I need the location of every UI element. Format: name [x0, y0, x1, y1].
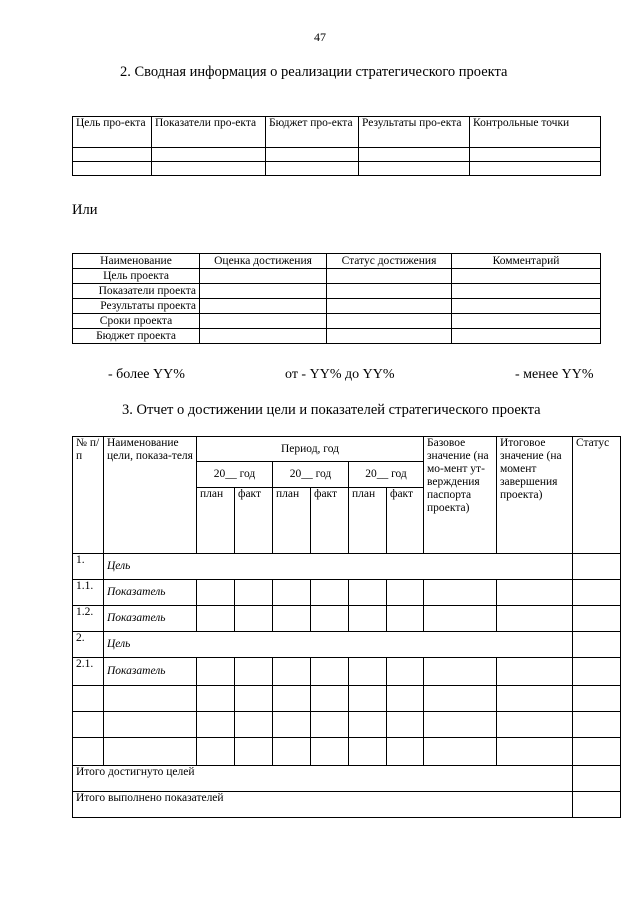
- section-3-title: 3. Отчет о достижении цели и показателей стратегического проекта: [122, 402, 541, 418]
- totals-row: [73, 792, 621, 818]
- header-plan: план: [349, 488, 387, 554]
- table-row: [73, 554, 621, 580]
- table1-header-results: Результаты про-екта: [359, 117, 470, 148]
- table2-header-status: Статус достижения: [327, 254, 452, 269]
- table-row: [73, 580, 621, 606]
- total-goals-label: Итого достигнуто целей: [73, 766, 573, 792]
- table-row: [73, 686, 621, 712]
- header-name: Наименование цели, показа-теля: [104, 437, 197, 554]
- table1-header-budget: Бюджет про-екта: [266, 117, 359, 148]
- table-row: [73, 162, 601, 176]
- row-num: 1.2.: [73, 606, 104, 632]
- header-year: 20__ год: [197, 462, 273, 488]
- table2-header-name: Наименование: [73, 254, 200, 269]
- row-name: Показатель: [107, 612, 166, 624]
- header-base: Базовое значение (на мо-мент ут-верждения паспорта проекта): [424, 437, 497, 554]
- table-row: [73, 148, 601, 162]
- table2-row-label: Цель проекта: [73, 269, 200, 284]
- row-name: Цель: [107, 638, 131, 650]
- header-fact: факт: [387, 488, 424, 554]
- table1-header-indicators: Показатели про-екта: [152, 117, 266, 148]
- page-number: 47: [314, 30, 326, 44]
- row-num: 1.1.: [73, 580, 104, 606]
- row-name: Показатель: [107, 665, 166, 677]
- table2-row-label: Сроки проекта: [73, 314, 200, 329]
- table2-row-label: Бюджет проекта: [73, 329, 200, 344]
- legend-low: - менее YY%: [515, 367, 594, 382]
- table-row: [73, 632, 621, 658]
- table2-row-label: Показатели проекта: [73, 284, 200, 299]
- header-num: № п/п: [73, 437, 104, 554]
- header-fact: факт: [311, 488, 349, 554]
- table-row: [73, 284, 601, 299]
- table-row: [73, 299, 601, 314]
- row-name: Показатель: [107, 586, 166, 598]
- section-2-title: 2. Сводная информация о реализации стратегического проекта: [120, 64, 508, 80]
- table2-row-label: Результаты проекта: [73, 299, 200, 314]
- assessment-table: [72, 253, 601, 344]
- header-plan: план: [197, 488, 235, 554]
- table-row: [73, 314, 601, 329]
- table-row: [73, 658, 621, 686]
- header-status: Статус: [573, 437, 621, 554]
- row-num: 1.: [73, 554, 104, 580]
- header-plan: план: [273, 488, 311, 554]
- table2-header-comment: Комментарий: [452, 254, 601, 269]
- table1-header-goal: Цель про-екта: [73, 117, 152, 148]
- or-label: Или: [72, 202, 98, 218]
- total-indicators-label: Итого выполнено показателей: [73, 792, 573, 818]
- table-row: [73, 712, 621, 738]
- header-final: Итоговое значение (на момент завершения проекта): [497, 437, 573, 554]
- table-row: [73, 738, 621, 766]
- table-row: [73, 329, 601, 344]
- legend-high: - более YY%: [108, 367, 185, 382]
- summary-table: [72, 116, 601, 176]
- header-year: 20__ год: [349, 462, 424, 488]
- header-fact: факт: [235, 488, 273, 554]
- header-period: Период, год: [197, 437, 424, 462]
- header-year: 20__ год: [273, 462, 349, 488]
- row-name: Цель: [107, 560, 131, 572]
- table1-header-checkpoints: Контрольные точки: [470, 117, 601, 148]
- report-table: [72, 436, 621, 818]
- table-row: [73, 606, 621, 632]
- totals-row: [73, 766, 621, 792]
- legend-mid: от - YY% до YY%: [285, 367, 395, 382]
- row-num: 2.1.: [73, 658, 104, 686]
- row-num: 2.: [73, 632, 104, 658]
- table-row: [73, 269, 601, 284]
- table2-header-assessment: Оценка достижения: [200, 254, 327, 269]
